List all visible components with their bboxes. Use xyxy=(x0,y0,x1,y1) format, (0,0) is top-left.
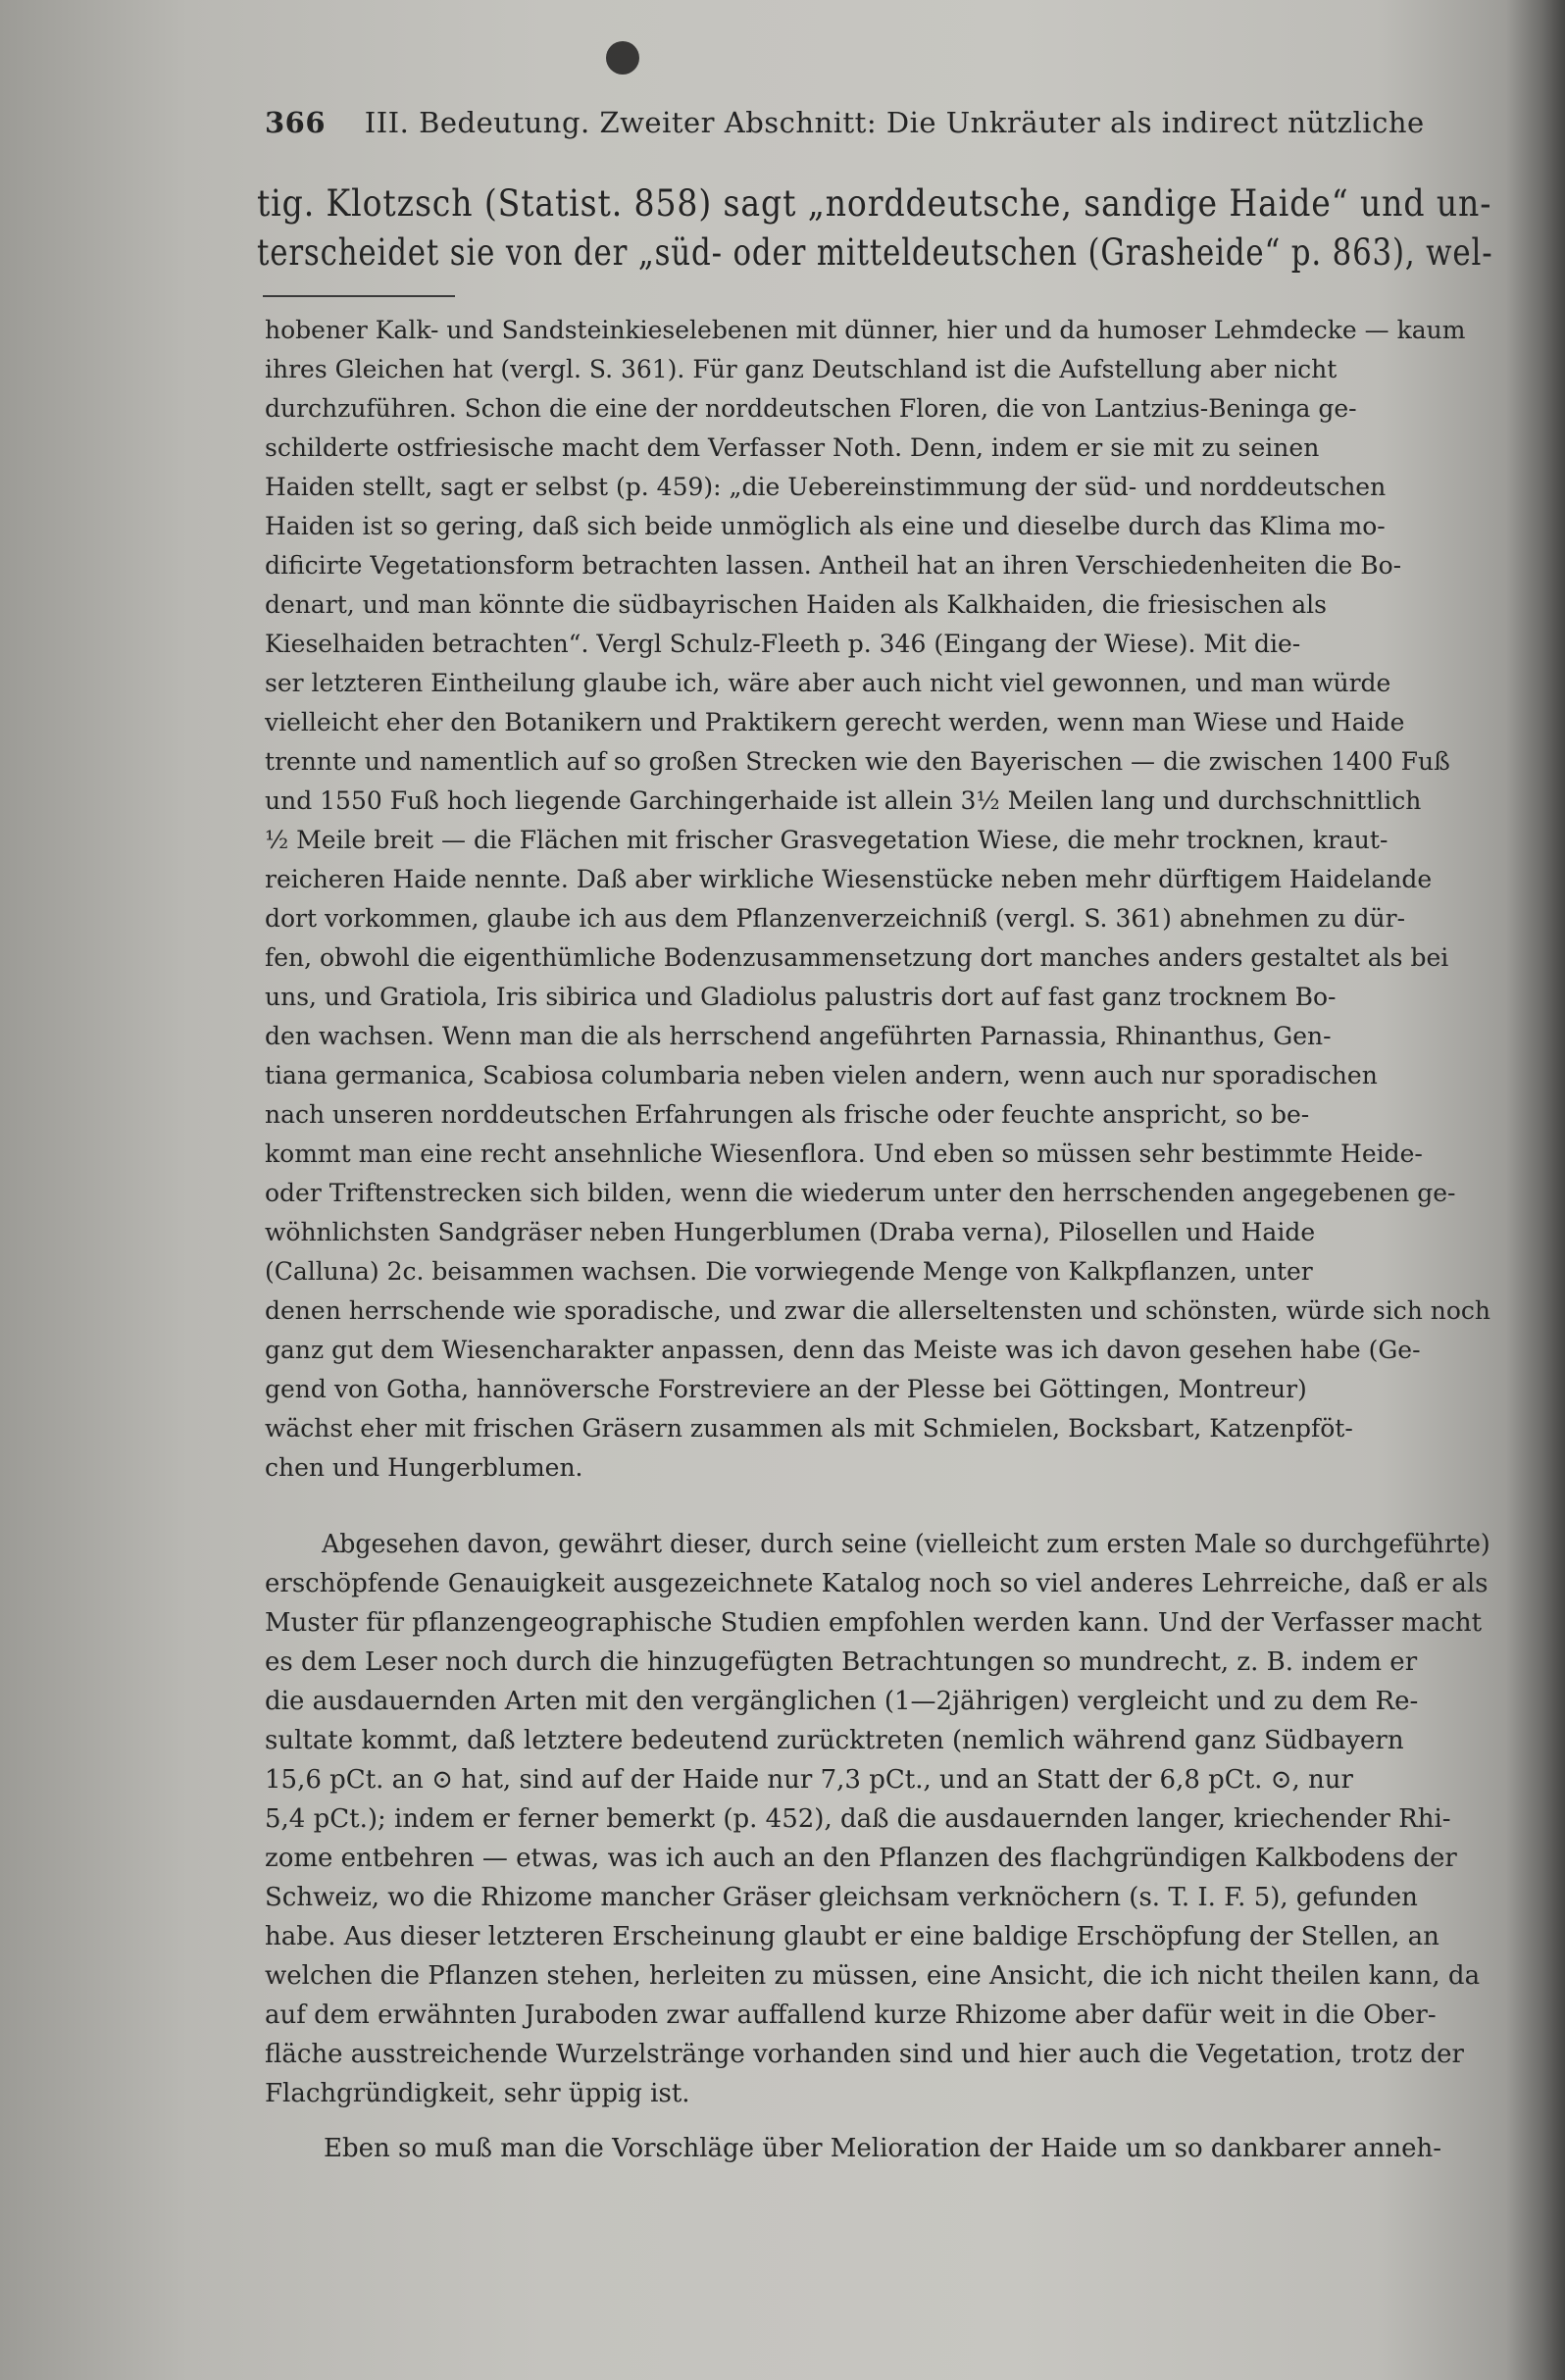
footnote-line: uns, und Gratiola, Iris sibirica und Gladiolus palustris dort auf fast ganz trocknem Bo- xyxy=(265,983,1337,1011)
footnote-line: ganz gut dem Wiesencharakter anpassen, denn das Meiste was ich davon gesehen habe (Ge- xyxy=(265,1336,1421,1364)
body-line: die ausdauernden Arten mit den vergänglichen (1—2jährigen) vergleicht und zu dem Re- xyxy=(265,1687,1419,1716)
footnote-line: nach unseren norddeutschen Erfahrungen als frische oder feuchte anspricht, so be- xyxy=(265,1100,1310,1129)
footnote-line: den wachsen. Wenn man die als herrschend angeführten Parnassia, Rhinanthus, Gen- xyxy=(265,1022,1332,1050)
footnote-line: wächst eher mit frischen Gräsern zusammen als mit Schmielen, Bocksbart, Katzenpföt- xyxy=(265,1414,1353,1443)
footnote-line: (Calluna) 2c. beisammen wachsen. Die vorwiegende Menge von Kalkpflanzen, unter xyxy=(265,1257,1313,1286)
body-line: 15,6 pCt. an ⊙ hat, sind auf der Haide nur 7,3 pCt., und an Statt der 6,8 pCt. ⊙, nur xyxy=(265,1765,1353,1795)
body-line: Flachgründigkeit, sehr üppig ist. xyxy=(265,2079,690,2108)
footnote-line: Haiden ist so gering, daß sich beide unmöglich als eine und dieselbe durch das Klima mo- xyxy=(265,512,1386,540)
footnote-line: tiana germanica, Scabiosa columbaria neben vielen andern, wenn auch nur sporadischen xyxy=(265,1061,1378,1089)
running-header xyxy=(265,106,1425,139)
body-line: Muster für pflanzengeographische Studien empfohlen werden kann. Und der Verfasser macht xyxy=(265,1608,1483,1638)
footnote-line: vielleicht eher den Botanikern und Praktikern gerecht werden, wenn man Wiese und Haide xyxy=(265,708,1405,736)
footnote-line: trennte und namentlich auf so großen Strecken wie den Bayerischen — die zwischen 1400 Fuß xyxy=(265,747,1450,776)
main-text-line: tig. Klotzsch (Statist. 858) sagt „norddeutsche, sandige Haide“ und un- xyxy=(257,182,1492,225)
main-text-line: terscheidet sie von der „süd- oder mitteldeutschen (Grasheide“ p. 863), wel- xyxy=(257,231,1493,274)
running-title: III. Bedeutung. Zweiter Abschnitt: Die Unkräuter als indirect nützliche xyxy=(364,106,1425,139)
footnote-line: und 1550 Fuß hoch liegende Garchingerhaide ist allein 3½ Meilen lang und durchschnittlich xyxy=(265,786,1422,815)
body-line: habe. Aus dieser letzteren Erscheinung glaubt er eine baldige Erschöpfung der Stellen, an xyxy=(265,1922,1439,1951)
footnote-line: durchzuführen. Schon die eine der norddeutschen Floren, die von Lantzius-Beninga ge- xyxy=(265,394,1357,423)
footnote-line: Kieselhaiden betrachten“. Vergl Schulz-Fleeth p. 346 (Eingang der Wiese). Mit die- xyxy=(265,630,1301,658)
body-line: Schweiz, wo die Rhizome mancher Gräser gleichsam verknöchern (s. T. I. F. 5), gefunden xyxy=(265,1883,1418,1912)
page-number: 366 xyxy=(265,106,327,139)
body-line: 5,4 pCt.); indem er ferner bemerkt (p. 452), daß die ausdauernden langer, kriechender Rhi- xyxy=(265,1804,1451,1834)
body-line: Abgesehen davon, gewährt dieser, durch seine (vielleicht zum ersten Male so durchgeführte) xyxy=(322,1530,1490,1559)
footnote-line: reicheren Haide nennte. Daß aber wirkliche Wiesenstücke neben mehr dürftigem Haidelande xyxy=(265,865,1433,893)
footnote-line: dificirte Vegetationsform betrachten lassen. Antheil hat an ihren Verschiedenheiten die Bo- xyxy=(265,551,1402,580)
footnote-line: Haiden stellt, sagt er selbst (p. 459): „die Uebereinstimmung der süd- und norddeutschen xyxy=(265,473,1387,501)
footnote-line: ½ Meile breit — die Flächen mit frischer Grasvegetation Wiese, die mehr trocknen, kraut- xyxy=(265,826,1388,854)
footnote-line: ser letzteren Eintheilung glaube ich, wäre aber auch nicht viel gewonnen, und man würde xyxy=(265,669,1391,697)
footnote-rule xyxy=(263,295,455,297)
footnote-line: schilderte ostfriesische macht dem Verfasser Noth. Denn, indem er sie mit zu seinen xyxy=(265,433,1320,462)
footnote-line: oder Triftenstrecken sich bilden, wenn die wiederum unter den herrschenden angegebenen ge- xyxy=(265,1179,1456,1207)
footnote-line: fen, obwohl die eigenthümliche Bodenzusammensetzung dort manches anders gestaltet als bei xyxy=(265,943,1449,972)
footnote-line: denen herrschende wie sporadische, und zwar die allerseltensten und schönsten, würde sich noch xyxy=(265,1296,1491,1325)
body-line: auf dem erwähnten Juraboden zwar auffallend kurze Rhizome aber dafür weit in die Ober- xyxy=(265,2000,1437,2030)
footnote-line: kommt man eine recht ansehnliche Wiesenflora. Und eben so müssen sehr bestimmte Heide- xyxy=(265,1139,1423,1168)
footnote-line: dort vorkommen, glaube ich aus dem Pflanzenverzeichniß (vergl. S. 361) abnehmen zu dür- xyxy=(265,904,1406,933)
body-line: welchen die Pflanzen stehen, herleiten zu müssen, eine Ansicht, die ich nicht theilen kann, da xyxy=(265,1961,1481,1991)
body-line: sultate kommt, daß letztere bedeutend zurücktreten (nemlich während ganz Südbayern xyxy=(265,1726,1404,1755)
body-line: erschöpfende Genauigkeit ausgezeichnete Katalog noch so viel anderes Lehrreiche, daß er als xyxy=(265,1569,1489,1598)
footnote-line: hobener Kalk- und Sandsteinkieselebenen mit dünner, hier und da humoser Lehmdecke — kaum xyxy=(265,316,1466,344)
footnote-line: ihres Gleichen hat (vergl. S. 361). Für ganz Deutschland ist die Aufstellung aber nicht xyxy=(265,355,1338,383)
body-line: es dem Leser noch durch die hinzugefügten Betrachtungen so mundrecht, z. B. indem er xyxy=(265,1647,1418,1677)
body-line: Eben so muß man die Vorschläge über Melioration der Haide um so dankbarer anneh- xyxy=(324,2134,1442,2163)
footnote-line: denart, und man könnte die südbayrischen Haiden als Kalkhaiden, die friesischen als xyxy=(265,590,1327,619)
footnote-line: chen und Hungerblumen. xyxy=(265,1453,583,1482)
footnote-line: wöhnlichsten Sandgräser neben Hungerblumen (Draba verna), Pilosellen und Haide xyxy=(265,1218,1316,1246)
body-line: zome entbehren — etwas, was ich auch an den Pflanzen des flachgründigen Kalkbodens der xyxy=(265,1844,1457,1873)
body-line: fläche ausstreichende Wurzelstränge vorhanden sind und hier auch die Vegetation, trotz der xyxy=(265,2040,1464,2069)
footnote-line: gend von Gotha, hannöversche Forstreviere an der Plesse bei Göttingen, Montreur) xyxy=(265,1375,1307,1403)
